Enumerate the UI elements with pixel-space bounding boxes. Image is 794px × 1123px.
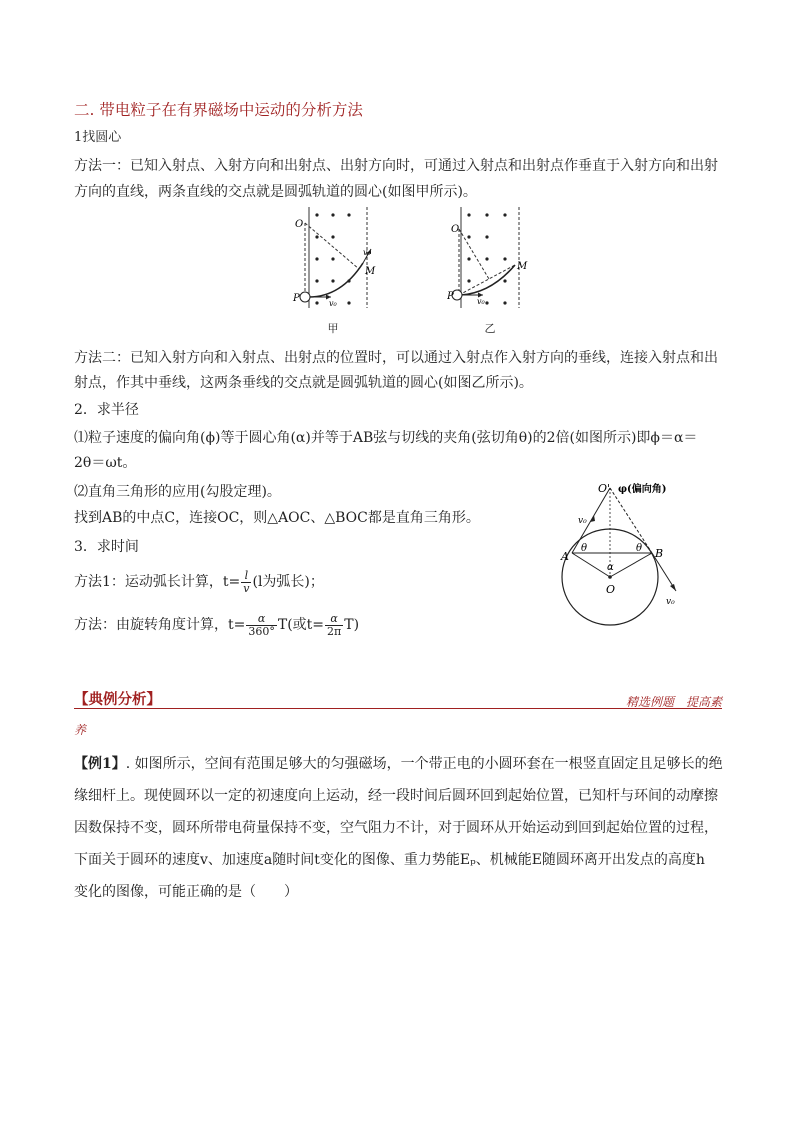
- example-label: 【例1】: [74, 756, 126, 772]
- formula-angle-prefix: 方法：由旋转角度计算，t=: [74, 617, 246, 633]
- method1-line1: 方法一：已知入射点、入射方向和出射点、出射方向时，可通过入射点和出射点作垂直于入射方向和出射: [74, 158, 718, 174]
- label-p: P: [293, 293, 300, 304]
- fraction-num: l: [241, 570, 251, 583]
- label-b: B: [655, 547, 664, 560]
- fraction-den: v: [243, 581, 250, 595]
- label-m: M: [365, 266, 376, 277]
- label-o-center: O: [606, 583, 616, 596]
- label-theta-a: θ: [581, 543, 588, 554]
- label-m-yi: M: [517, 261, 528, 272]
- label-v0-out: v₀: [363, 248, 371, 257]
- figure-jia: [285, 205, 380, 310]
- radius-item2: ⑵直角三角形的应用(勾股定理)。: [74, 484, 281, 500]
- example-line5: 变化的图像，可能正确的是（ ）: [74, 884, 298, 900]
- time-formula-angle: [74, 610, 359, 640]
- label-a: A: [561, 550, 569, 563]
- radius-item1-line2: 2θ＝ωt。: [74, 455, 137, 471]
- deflection-circle-figure: [558, 478, 708, 638]
- label-v0-top: v₀: [578, 516, 587, 526]
- fraction-l-over-v: [241, 570, 251, 595]
- formula-arc-suffix: (l为弧长)；: [252, 574, 324, 590]
- fraction-alpha-360: [246, 613, 277, 638]
- example-header-right-wrap: 养: [74, 723, 87, 737]
- formula-arc-prefix: 方法1：运动弧长计算，t=: [74, 574, 241, 590]
- fraction-alpha-2pi: [325, 613, 343, 638]
- label-v0-yi: v₀: [477, 297, 485, 306]
- fraction-den: 2π: [327, 624, 342, 638]
- label-o-prime: O': [598, 482, 611, 495]
- method2-line2: 射点，作其中垂线，这两条垂线的交点就是圆弧轨道的圆心(如图乙所示)。: [74, 375, 533, 391]
- example-header-left: 【典例分析】: [74, 691, 161, 708]
- example-line1-text: . 如图所示，空间有范围足够大的匀强磁场，一个带正电的小圆环套在一根竖直固定且足够长的绝: [125, 756, 723, 772]
- fraction-den: 360°: [248, 624, 275, 638]
- method1-line2: 方向的直线，两条直线的交点就是圆弧轨道的圆心(如图甲所示)。: [74, 184, 477, 200]
- radius-item3: 找到AB的中点C，连接OC，则△AOC、△BOC都是直角三角形。: [74, 510, 480, 526]
- example-line3: 因数保持不变，圆环所带电荷量保持不变，空气阻力不计，对于圆环从开始运动到回到起始位置的过程，: [74, 820, 718, 836]
- method2-line1: 方法二：已知入射方向和入射点、出射点的位置时，可以通过入射点作入射方向的垂线，连接入射点和出: [74, 350, 718, 366]
- fraction-num: α: [325, 613, 343, 626]
- example-line1: [74, 754, 723, 774]
- example-line4: 下面关于圆环的速度v、加速度a随时间t变化的图像、重力势能Eₚ、机械能E随圆环离开出发点的高度h: [74, 852, 705, 868]
- label-o: O: [295, 219, 304, 230]
- label-v0-bottom: v₀: [666, 597, 675, 607]
- example-header-right: 精选例题 提高素: [625, 695, 722, 709]
- figure-yi: [447, 205, 542, 310]
- label-theta-b: θ: [636, 543, 643, 554]
- formula-angle-mid: T(或t=: [277, 617, 325, 633]
- label-phi: φ(偏向角): [618, 484, 667, 495]
- formula-angle-suffix: T): [344, 617, 360, 633]
- fraction-num: α: [246, 613, 277, 626]
- caption-jia: 甲: [327, 322, 339, 335]
- heading-find-center: 1找圆心: [74, 130, 122, 145]
- radius-item1-line1: ⑴粒子速度的偏向角(ϕ)等于圆心角(α)并等于AB弦与切线的夹角(弦切角θ)的2倍(如图所示)即ϕ＝α＝: [74, 430, 698, 446]
- label-v0-in: v₀: [329, 299, 337, 308]
- time-formula-arc: [74, 568, 324, 596]
- section-title: 二. 带电粒子在有界磁场中运动的分析方法: [74, 101, 363, 119]
- heading-find-time: 3．求时间: [74, 539, 139, 555]
- label-alpha: α: [607, 562, 614, 573]
- label-o-yi: O: [451, 224, 460, 235]
- header-rule: [74, 708, 722, 709]
- label-p-yi: P: [447, 291, 454, 302]
- heading-find-radius: 2．求半径: [74, 402, 139, 418]
- caption-yi: 乙: [484, 322, 496, 335]
- example-line2: 缘细杆上。现使圆环以一定的初速度向上运动，经一段时间后圆环回到起始位置，已知杆与环间的动摩擦: [74, 788, 718, 804]
